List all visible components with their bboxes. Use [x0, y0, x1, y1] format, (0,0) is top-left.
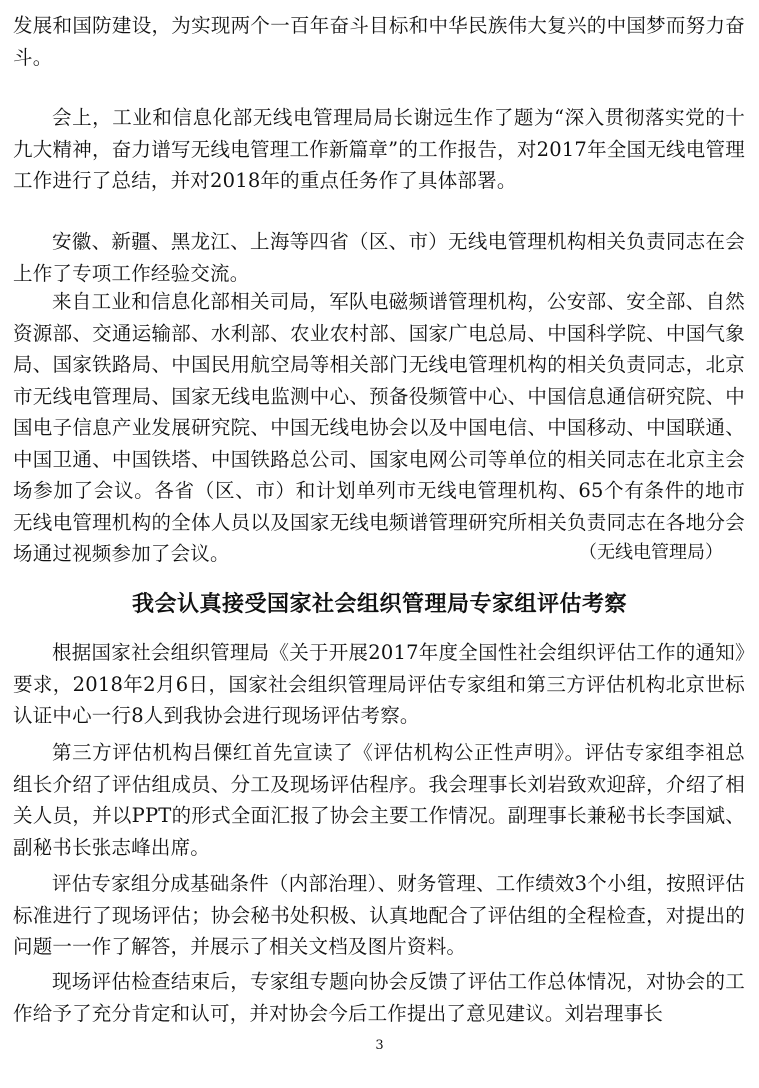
paragraph-attendees: 来自工业和信息化部相关司局，军队电磁频谱管理机构，公安部、安全部、自然资源部、交通运输部、水利部、农业农村部、国家广电总局、中国科学院、中国气象局、国家铁路局、中国民用航空局等相关部门无线电管理机构的相关负责同志，北京市无线电管理局、国家无线电监测中心、预备役频管中心、中国信息通信研究院、中国电子信息产业发展研究院、中国无线电协会以及中国电信、中国移动、中国联通、中国卫通、中国铁塔、中国铁路总公司、国家电网公司等单位的相关同志在北京主会场参加了会议。各省（区、市）和计划单列市无线电管理机构、65个有条件的地市无线电管理机构的全体人员以及国家无线电频谱管理研究所相关负责同志在各地分会场通过视频参加了会议。 — [13, 290, 745, 565]
paragraph-evaluation-notice: 根据国家社会组织管理局《关于开展2017年度全国性社会组织评估工作的通知》要求，2018年2月6日，国家社会组织管理局评估专家组和第三方评估机构北京世标认证中心一行8人到我协会进行现场评估考察。 — [13, 641, 745, 727]
paragraph-evaluation-procedure: 第三方评估机构吕傈红首先宣读了《评估机构公正性声明》。评估专家组李祖总组长介绍了评估组成员、分工及现场评估程序。我会理事长刘岩致欢迎辞，介绍了相关人员，并以PPT的形式全面汇报了协会主要工作情况。副理事长兼秘书长李国斌、副秘书长张志峰出席。 — [13, 741, 745, 859]
paragraph-evaluation-groups: 评估专家组分成基础条件（内部治理）、财务管理、工作绩效3个小组，按照评估标准进行了现场评估；协会秘书处积极、认真地配合了评估组的全程检查，对提出的问题一一作了解答，并展示了相关文档及图片资料。 — [13, 872, 745, 958]
paragraph-evaluation-feedback: 现场评估检查结束后，专家组专题向协会反馈了评估工作总体情况，对协会的工作给予了充分肯定和认可，并对协会今后工作提出了意见建议。刘岩理事长 — [13, 970, 745, 1025]
article-title: 我会认真接受国家社会组织管理局专家组评估考察 — [131, 592, 627, 617]
paragraph-work-report: 会上，工业和信息化部无线电管理局局长谢远生作了题为“深入贯彻落实党的十九大精神，奋力谱写无线电管理工作新篇章”的工作报告，对2017年全国无线电管理工作进行了总结，并对2018年的重点任务作了具体部署。 — [13, 106, 745, 192]
page-number: 3 — [375, 1038, 384, 1053]
paragraph-continuation: 发展和国防建设，为实现两个一百年奋斗目标和中华民族伟大复兴的中国梦而努力奋斗。 — [13, 14, 745, 69]
paragraph-experience-exchange: 安徽、新疆、黑龙江、上海等四省（区、市）无线电管理机构相关负责同志在会上作了专项工作经验交流。 — [13, 230, 745, 285]
source-attribution: （无线电管理局） — [579, 542, 723, 563]
